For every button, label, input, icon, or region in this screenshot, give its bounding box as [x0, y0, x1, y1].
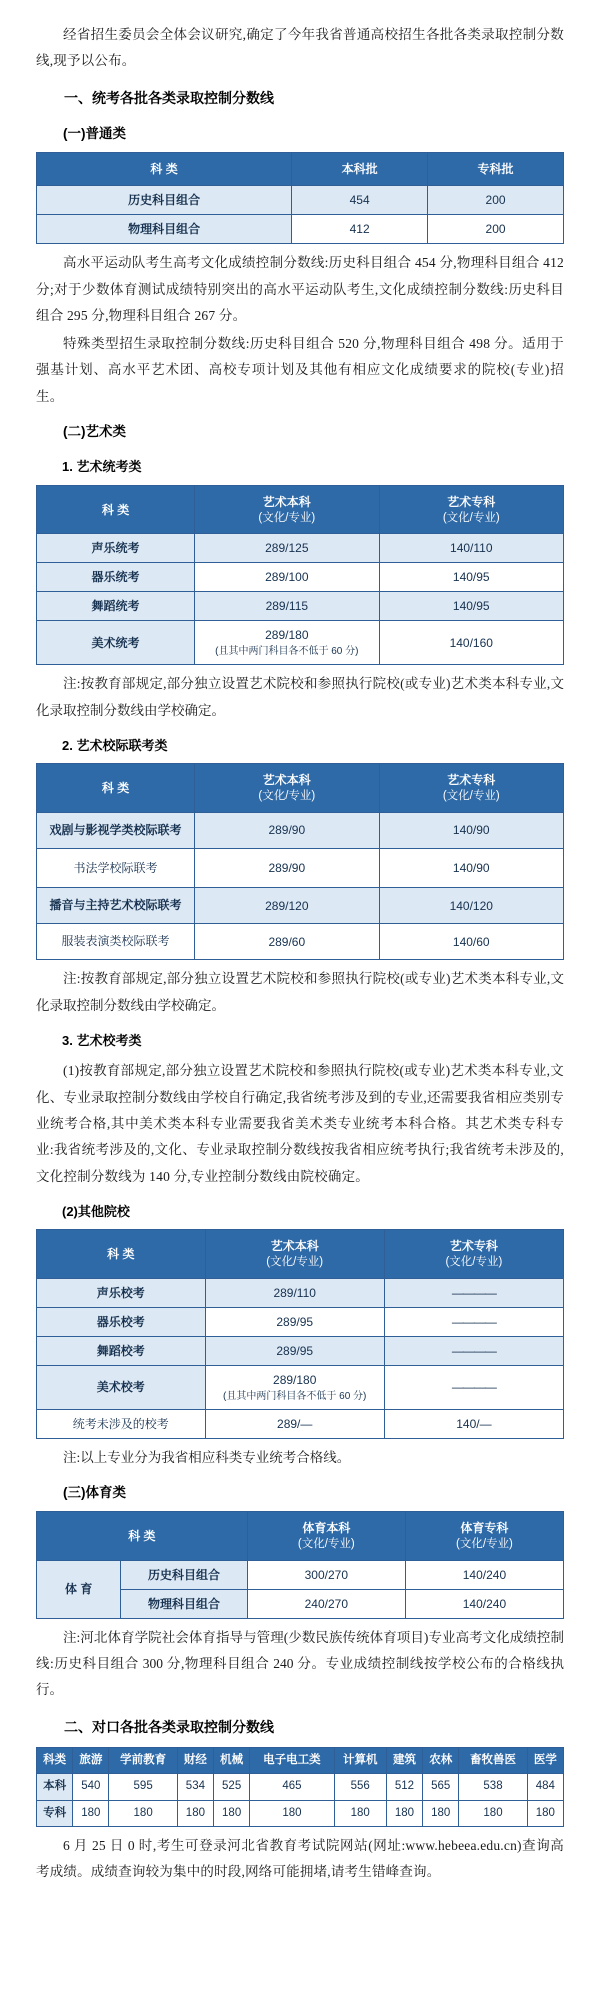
col-header-agriculture: 农林 — [423, 1748, 459, 1774]
table-row — [37, 1409, 564, 1438]
table-art-school-exam — [36, 1229, 564, 1439]
cell-category: 戏剧与影视学类校际联考 — [37, 812, 195, 848]
col-header-electronics: 电子电工类 — [250, 1748, 334, 1774]
table-row — [37, 563, 564, 592]
cell-category: 舞蹈校考 — [37, 1336, 206, 1365]
col-header-undergrad: 本科批 — [292, 153, 428, 186]
cell-art-undergrad: 289/125 — [195, 534, 379, 563]
paragraph-special-types: 特殊类型招生录取控制分数线:历史科目组合 520 分,物理科目组合 498 分。适用于强基计划、高水平艺术团、高校专项计划及其他有相应文化成绩要求的院校(专业)招生。 — [36, 336, 564, 404]
cell-score: 512 — [386, 1774, 422, 1800]
table-row — [37, 1560, 564, 1589]
cell-art-junior: ———— — [384, 1365, 563, 1409]
cell-score: 538 — [459, 1774, 527, 1800]
art-school-exam-paragraph-1: (1)按教育部规定,部分独立设置艺术院校和参照执行院校(或专业)艺术类本科专业,文化、专业录取控制分数线由学校自行确定,我省统考涉及到的专业,还需要我省相应类别专业统考合格,其中美术类本科专业需要我省美术类专业统考本科合格。其艺术类专科专业:我省统考涉及的,文化、专业录取控制分数线按我省相应统考执行;我省统考未涉及的,文化控制分数线为 140 分,专业控制分数线由院校确定。 — [36, 1063, 564, 1184]
col-header-category: 科类 — [37, 1748, 73, 1774]
col-header-art-junior — [379, 485, 563, 534]
cell-category: 声乐校考 — [37, 1278, 206, 1307]
col-header-art-undergrad-main: 艺术本科 — [270, 1239, 319, 1254]
table-row — [37, 186, 564, 215]
table-row — [37, 1307, 564, 1336]
col-header-category: 科 类 — [37, 1512, 248, 1561]
cell-score: 525 — [214, 1774, 250, 1800]
note-sports: 注:河北体育学院社会体育指导与管理(少数民族传统体育项目)专业高考文化成绩控制线:历史科目组合 300 分,物理科目组合 240 分。专业成绩控制线按学校公布的合格线执行。 — [36, 1629, 564, 1698]
table-art-joint-exam — [36, 763, 564, 960]
col-header-tourism: 旅游 — [73, 1748, 109, 1774]
cell-category: 统考未涉及的校考 — [37, 1409, 206, 1438]
table-row — [37, 848, 564, 887]
cell-art-undergrad — [195, 621, 379, 665]
table-row — [37, 887, 564, 923]
cell-art-junior: 140/90 — [379, 812, 563, 848]
cell-art-junior: ———— — [384, 1307, 563, 1336]
cell-category: 器乐统考 — [37, 563, 195, 592]
cell-art-undergrad: 289/90 — [195, 848, 379, 887]
cell-score: 565 — [423, 1774, 459, 1800]
cell-art-junior: 140/110 — [379, 534, 563, 563]
subsection-sports-title: (三)体育类 — [63, 1485, 126, 1501]
cell-art-undergrad-note: (且其中两门科目各不低于 60 分) — [215, 646, 359, 658]
cell-undergrad: 454 — [292, 186, 428, 215]
cell-art-junior: 140/90 — [379, 848, 563, 887]
table-header-row — [37, 1748, 564, 1774]
cell-score: 595 — [109, 1774, 177, 1800]
section-2-title: 二、对口各批各类录取控制分数线 — [64, 1718, 274, 1735]
cell-score: 484 — [527, 1774, 563, 1800]
col-header-art-undergrad-sub: (文化/专业) — [258, 790, 316, 803]
cell-score: 180 — [527, 1800, 563, 1826]
table-row — [37, 1800, 564, 1826]
table-row — [37, 924, 564, 960]
col-header-sports-junior-main: 体育专科 — [460, 1521, 509, 1536]
col-header-finance: 财经 — [177, 1748, 213, 1774]
col-header-junior: 专科批 — [428, 153, 564, 186]
table-art-unified-exam — [36, 485, 564, 666]
cell-score: 180 — [177, 1800, 213, 1826]
col-header-preschool: 学前教育 — [109, 1748, 177, 1774]
note-art-unified: 注:按教育部规定,部分独立设置艺术院校和参照执行院校(或专业)艺术类本科专业,文化录取控制分数线由学校确定。 — [36, 676, 564, 718]
cell-level: 专科 — [37, 1800, 73, 1826]
table-row — [37, 1336, 564, 1365]
cell-art-undergrad: 289/110 — [205, 1278, 384, 1307]
paragraph-sports-athletes: 高水平运动队考生高考文化成绩控制分数线:历史科目组合 454 分,物理科目组合 412 分;对于少数体育测试成绩特别突出的高水平运动队考生,文化成绩控制分数线:历史科目组合 295 分,物理科目组合 267 分。 — [36, 255, 564, 323]
cell-art-undergrad: 289/— — [205, 1409, 384, 1438]
col-header-art-junior-main: 艺术专科 — [447, 773, 496, 788]
col-header-art-junior-sub: (文化/专业) — [445, 1256, 503, 1269]
col-header-art-undergrad-main: 艺术本科 — [262, 773, 311, 788]
col-header-sports-undergrad-main: 体育本科 — [302, 1521, 351, 1536]
col-header-category: 科 类 — [37, 153, 292, 186]
cell-category: 器乐校考 — [37, 1307, 206, 1336]
note-art-school-exam: 注:以上专业分为我省相应科类专业统考合格线。 — [63, 1449, 351, 1465]
table-row — [37, 534, 564, 563]
cell-art-undergrad: 289/95 — [205, 1336, 384, 1365]
table-vocational — [36, 1747, 564, 1827]
col-header-art-undergrad-sub: (文化/专业) — [266, 1256, 324, 1269]
table-row — [37, 1365, 564, 1409]
col-header-sports-undergrad-sub: (文化/专业) — [297, 1538, 355, 1551]
cell-art-junior: 140/60 — [379, 924, 563, 960]
col-header-veterinary: 畜牧兽医 — [459, 1748, 527, 1774]
table-header-row — [37, 485, 564, 534]
closing-paragraph: 6 月 25 日 0 时,考生可登录河北省教育考试院网站(网址:www.hebeea.edu.cn)查询高考成绩。成绩查询较为集中的时段,网络可能拥堵,请考生错峰查询。 — [36, 1837, 564, 1880]
col-header-art-junior — [384, 1230, 563, 1279]
table-row — [37, 592, 564, 621]
cell-score: 180 — [109, 1800, 177, 1826]
cell-score: 180 — [250, 1800, 334, 1826]
table-header-row — [37, 1230, 564, 1279]
cell-art-undergrad: 289/95 — [205, 1307, 384, 1336]
cell-art-junior: 140/160 — [379, 621, 563, 665]
table-header-row — [37, 1512, 564, 1561]
cell-category: 物理科目组合 — [37, 215, 292, 244]
cell-art-undergrad-value: 289/180 — [265, 628, 309, 643]
intro-paragraph: 经省招生委员会全体会议研究,确定了今年我省普通高校招生各批各类录取控制分数线,现予以公布。 — [36, 27, 564, 69]
cell-score: 180 — [386, 1800, 422, 1826]
cell-score: 180 — [423, 1800, 459, 1826]
cell-art-undergrad: 289/115 — [195, 592, 379, 621]
col-header-medicine: 医学 — [527, 1748, 563, 1774]
subsection-art-title: (二)艺术类 — [63, 424, 126, 440]
col-header-category: 科 类 — [37, 764, 195, 813]
col-header-architecture: 建筑 — [386, 1748, 422, 1774]
cell-sports-junior: 140/240 — [405, 1589, 563, 1618]
cell-score: 180 — [334, 1800, 386, 1826]
art-school-exam-other-label: (2)其他院校 — [62, 1203, 130, 1219]
cell-score: 556 — [334, 1774, 386, 1800]
cell-art-junior: ———— — [384, 1278, 563, 1307]
note-art-joint: 注:按教育部规定,部分独立设置艺术院校和参照执行院校(或专业)艺术类本科专业,文化录取控制分数线由学校确定。 — [36, 971, 564, 1013]
table-row — [37, 621, 564, 665]
col-header-art-junior — [379, 764, 563, 813]
subsection-common-title: (一)普通类 — [63, 125, 126, 141]
cell-art-junior: 140/95 — [379, 563, 563, 592]
col-header-sports-undergrad — [247, 1512, 405, 1561]
cell-sports-junior: 140/240 — [405, 1560, 563, 1589]
cell-level: 本科 — [37, 1774, 73, 1800]
cell-art-junior: 140/— — [384, 1409, 563, 1438]
cell-score: 540 — [73, 1774, 109, 1800]
cell-art-undergrad: 289/60 — [195, 924, 379, 960]
col-header-art-junior-main: 艺术专科 — [447, 494, 496, 509]
cell-sports-label: 体 育 — [37, 1560, 121, 1618]
art-school-exam-title: 3. 艺术校考类 — [62, 1032, 142, 1048]
col-header-art-undergrad-main: 艺术本科 — [262, 494, 311, 509]
table-common-category — [36, 152, 564, 244]
cell-junior: 200 — [428, 215, 564, 244]
cell-art-undergrad: 289/90 — [195, 812, 379, 848]
cell-category: 美术校考 — [37, 1365, 206, 1409]
col-header-category: 科 类 — [37, 485, 195, 534]
cell-art-undergrad: 289/120 — [195, 887, 379, 923]
col-header-art-undergrad-sub: (文化/专业) — [258, 511, 316, 524]
col-header-sports-junior-sub: (文化/专业) — [456, 1538, 513, 1551]
cell-junior: 200 — [428, 186, 564, 215]
col-header-computer: 计算机 — [334, 1748, 386, 1774]
table-header-row — [37, 153, 564, 186]
cell-subject-combo: 物理科目组合 — [121, 1589, 247, 1618]
section-1-title: 一、统考各批各类录取控制分数线 — [64, 89, 274, 106]
col-header-category: 科 类 — [37, 1230, 206, 1279]
cell-sports-undergrad: 300/270 — [247, 1560, 405, 1589]
cell-art-undergrad — [205, 1365, 384, 1409]
col-header-machinery: 机械 — [214, 1748, 250, 1774]
cell-category: 书法学校际联考 — [37, 848, 195, 887]
table-row — [37, 215, 564, 244]
cell-art-junior: 140/95 — [379, 592, 563, 621]
col-header-art-junior-sub: (文化/专业) — [442, 790, 500, 803]
col-header-sports-junior — [405, 1512, 563, 1561]
cell-art-junior: 140/120 — [379, 887, 563, 923]
col-header-art-undergrad — [195, 764, 379, 813]
cell-score: 534 — [177, 1774, 213, 1800]
table-row — [37, 1774, 564, 1800]
art-unified-exam-title: 1. 艺术统考类 — [62, 459, 142, 475]
col-header-art-junior-sub: (文化/专业) — [442, 511, 500, 524]
cell-category: 美术统考 — [37, 621, 195, 665]
col-header-art-undergrad — [195, 485, 379, 534]
cell-score: 180 — [214, 1800, 250, 1826]
cell-category: 声乐统考 — [37, 534, 195, 563]
table-sports — [36, 1511, 564, 1619]
cell-art-undergrad-value: 289/180 — [273, 1372, 317, 1387]
art-joint-exam-title: 2. 艺术校际联考类 — [62, 737, 168, 753]
cell-undergrad: 412 — [292, 215, 428, 244]
col-header-art-junior-main: 艺术专科 — [449, 1239, 498, 1254]
cell-subject-combo: 历史科目组合 — [121, 1560, 247, 1589]
cell-category: 历史科目组合 — [37, 186, 292, 215]
table-row — [37, 812, 564, 848]
cell-category: 播音与主持艺术校际联考 — [37, 887, 195, 923]
cell-score: 465 — [250, 1774, 334, 1800]
col-header-art-undergrad — [205, 1230, 384, 1279]
cell-art-junior: ———— — [384, 1336, 563, 1365]
table-row — [37, 1278, 564, 1307]
cell-category: 舞蹈统考 — [37, 592, 195, 621]
cell-art-undergrad: 289/100 — [195, 563, 379, 592]
table-header-row — [37, 764, 564, 813]
cell-score: 180 — [459, 1800, 527, 1826]
cell-category: 服装表演类校际联考 — [37, 924, 195, 960]
cell-art-undergrad-note: (且其中两门科目各不低于 60 分) — [223, 1390, 367, 1402]
cell-sports-undergrad: 240/270 — [247, 1589, 405, 1618]
cell-score: 180 — [73, 1800, 109, 1826]
